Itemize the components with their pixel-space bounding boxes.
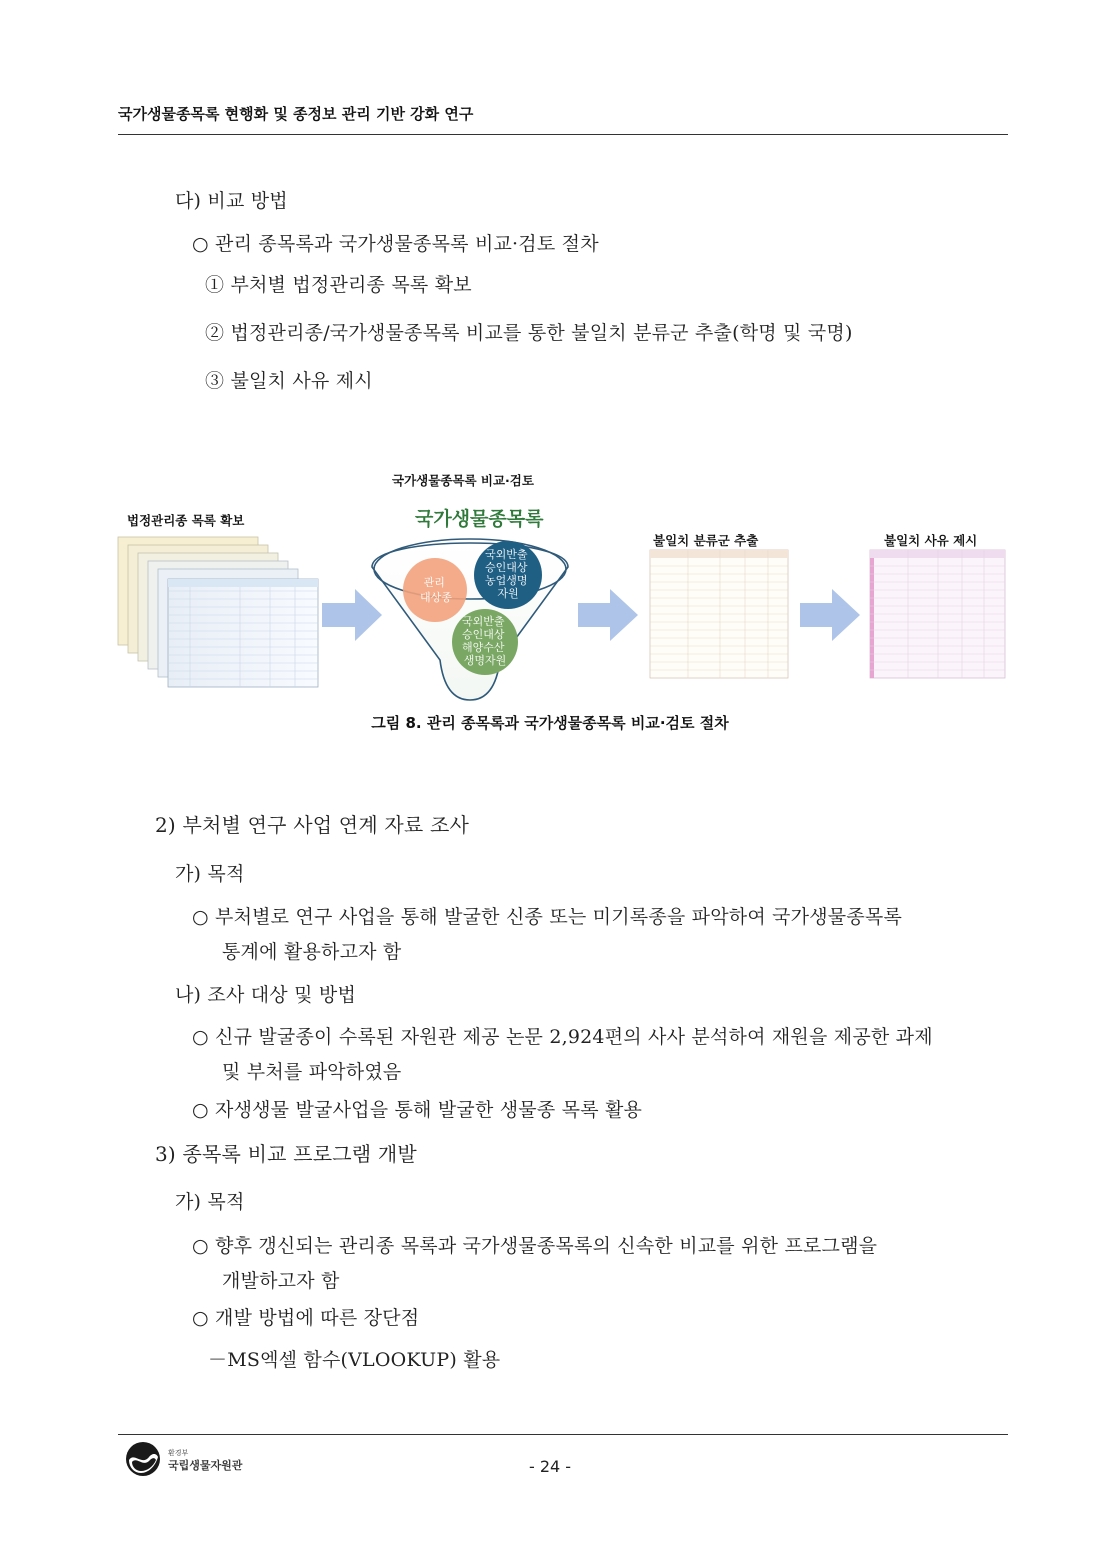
section-2-na-bullet1-line2: 및 부처를 파악하였음 <box>222 1061 402 1083</box>
stacked-spreadsheets <box>118 537 318 687</box>
funnel-title: 국가생물종목록 <box>415 508 544 530</box>
bubble-managed-species <box>403 558 467 622</box>
section-2-ga-bullet-line1: ○ 부처별로 연구 사업을 통해 발굴한 신종 또는 미기록종을 파악하여 국가생물종목록 <box>192 906 903 928</box>
section-2-ga-bullet-line2: 통계에 활용하고자 함 <box>222 941 402 963</box>
bubble-orange-line2: 대상종 <box>420 591 452 604</box>
section-2-na-bullet1-line1: ○ 신규 발굴종이 수록된 자원관 제공 논문 2,924편의 사사 분석하여 재원을 제공한 과제 <box>192 1026 933 1048</box>
bubble-green-line2: 승인대상 <box>461 628 505 641</box>
bubble-blue-line3: 농업생명 <box>484 574 528 587</box>
section-2-na: 나) 조사 대상 및 방법 <box>175 984 357 1006</box>
logo-institute-text: 국립생물자원관 <box>168 1459 243 1472</box>
step-3: ③ 불일치 사유 제시 <box>205 370 373 392</box>
page-number: - 24 - <box>528 1457 572 1476</box>
step-1: ① 부처별 법정관리종 목록 확보 <box>205 274 472 296</box>
section-3-ga: 가) 목적 <box>175 1191 245 1213</box>
figure-label-mid: 불일치 분류군 추출 <box>653 533 759 548</box>
bubble-blue-line2: 승인대상 <box>484 561 528 574</box>
comparison-diagram <box>110 495 1010 705</box>
header-rule <box>118 134 1008 135</box>
arrow-2 <box>578 589 638 641</box>
section-3-ga-bullet2: ○ 개발 방법에 따른 장단점 <box>192 1307 420 1329</box>
arrow-3 <box>800 589 860 641</box>
reason-sheet <box>870 550 1005 678</box>
bubble-orange-line1: 관리 <box>423 576 445 589</box>
section-2-ga: 가) 목적 <box>175 863 245 885</box>
figure-label-left: 법정관리종 목록 확보 <box>127 513 245 528</box>
bubble-green-line3: 해양수산 <box>461 641 505 654</box>
bubble-green-line4: 생명자원 <box>463 654 507 667</box>
section-3-ga-dash-item: －MS엑셀 함수(VLOOKUP) 활용 <box>208 1349 501 1371</box>
arrow-1 <box>322 589 382 641</box>
figure-label-right: 불일치 사유 제시 <box>884 533 978 548</box>
section-3-heading: 3) 종목록 비교 프로그램 개발 <box>155 1142 417 1166</box>
section-3-ga-bullet1-line1: ○ 향후 갱신되는 관리종 목록과 국가생물종목록의 신속한 비교를 위한 프로그램을 <box>192 1235 878 1257</box>
step-2: ② 법정관리종/국가생물종목록 비교를 통한 불일치 분류군 추출(학명 및 국명) <box>205 322 853 344</box>
bubble-blue-line1: 국외반출 <box>484 548 528 561</box>
mismatch-sheet <box>650 550 788 678</box>
section-2-heading: 2) 부처별 연구 사업 연계 자료 조사 <box>155 813 470 837</box>
figure-top-title: 국가생물종목록 비교·검토 <box>392 473 534 488</box>
figure-caption: 그림 8. 관리 종목록과 국가생물종목록 비교·검토 절차 <box>371 714 729 732</box>
bubble-blue-line4: 자원 <box>497 587 519 600</box>
footer-rule <box>118 1434 1008 1435</box>
running-header: 국가생물종목록 현행화 및 종정보 관리 기반 강화 연구 <box>118 105 474 123</box>
section-2-na-bullet2: ○ 자생생물 발굴사업을 통해 발굴한 생물종 목록 활용 <box>192 1099 643 1121</box>
section-da-bullet: ○ 관리 종목록과 국가생물종목록 비교·검토 절차 <box>192 233 599 255</box>
svg-text:국외반출 승인대상 해양수산 생명자 <box>462 614 508 667</box>
logo-ministry-text: 환경부 <box>168 1449 189 1457</box>
bubble-green-line1: 국외반출 <box>461 615 505 628</box>
section-da-heading: 다) 비교 방법 <box>175 190 288 212</box>
section-3-ga-bullet1-line2: 개발하고자 함 <box>222 1270 340 1292</box>
